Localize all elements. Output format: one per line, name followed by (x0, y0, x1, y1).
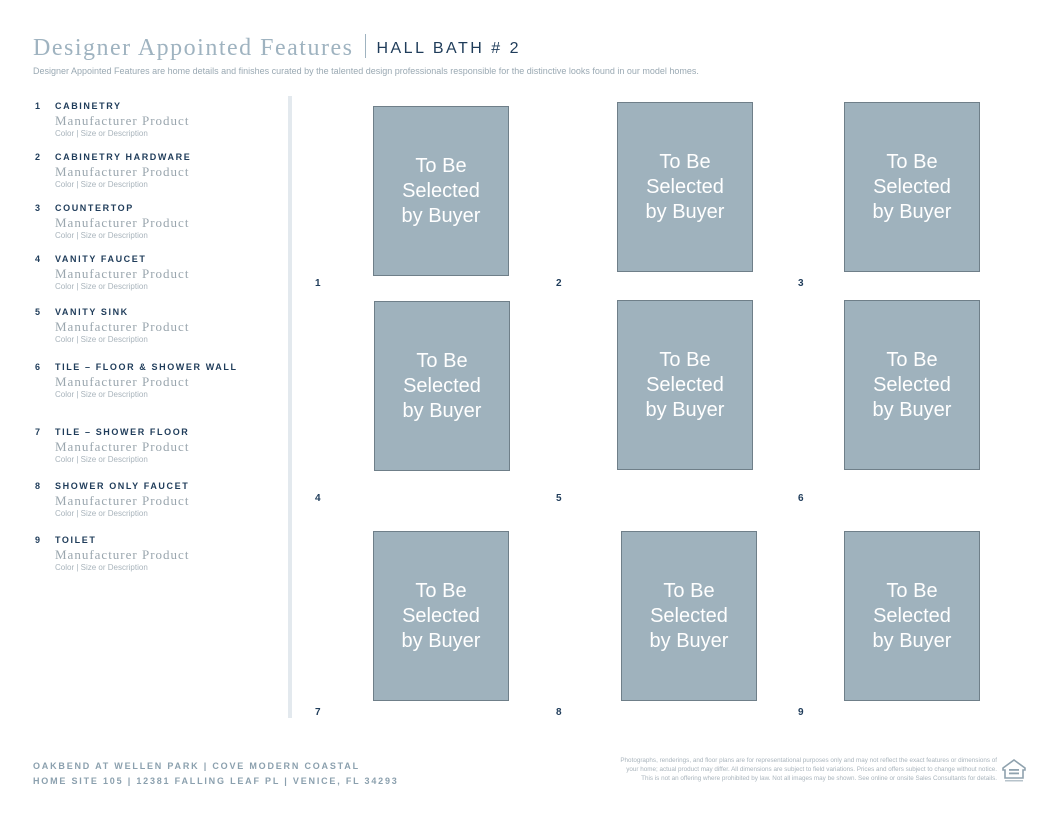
selection-tile: To Be Selected by Buyer (373, 531, 509, 701)
item-product: Manufacturer Product (55, 374, 190, 389)
feature-item (35, 362, 238, 400)
equal-housing-icon (1001, 757, 1027, 783)
feature-item (35, 427, 189, 465)
feature-item (35, 254, 189, 292)
selection-tile: To Be Selected by Buyer (844, 300, 980, 470)
item-category: TILE – FLOOR & SHOWER WALL (55, 362, 238, 372)
feature-item (35, 535, 189, 573)
vertical-divider (288, 96, 292, 718)
item-number: 8 (35, 481, 42, 491)
item-number: 2 (35, 152, 42, 162)
disclaimer: Photographs, renderings, and floor plans are for representational purposes only and may not reflect the exact features or dimensions of your home; actual product may differ. All dimensions are subject to field variations. Prices and offers subject to change without notice. This is not an offering where prohibited by law. Not all images may be shown. See online or onsite Sales Consultants for details. (620, 757, 997, 782)
item-product: Manufacturer Product (55, 266, 190, 281)
feature-item (35, 481, 189, 519)
feature-item (35, 101, 189, 139)
title-divider (365, 34, 366, 58)
page-title: Designer Appointed Features (33, 35, 354, 61)
item-description: Color | Size or Description (55, 231, 148, 240)
item-product: Manufacturer Product (55, 439, 190, 454)
item-number: 1 (35, 101, 42, 111)
item-description: Color | Size or Description (55, 455, 148, 464)
selection-tile: To Be Selected by Buyer (844, 531, 980, 701)
tile-number: 8 (556, 707, 562, 718)
item-product: Manufacturer Product (55, 319, 190, 334)
item-product: Manufacturer Product (55, 493, 190, 508)
item-number: 9 (35, 535, 42, 545)
item-product: Manufacturer Product (55, 164, 190, 179)
item-category: CABINETRY (55, 101, 122, 111)
item-description: Color | Size or Description (55, 129, 148, 138)
item-description: Color | Size or Description (55, 563, 148, 572)
community-name: OAKBEND AT WELLEN PARK | COVE MODERN COASTAL (33, 761, 360, 771)
selection-tile: To Be Selected by Buyer (617, 300, 753, 470)
item-description: Color | Size or Description (55, 180, 148, 189)
item-category: COUNTERTOP (55, 203, 134, 213)
item-description: Color | Size or Description (55, 335, 148, 344)
item-category: TILE – SHOWER FLOOR (55, 427, 190, 437)
tile-number: 1 (315, 278, 321, 289)
room-name: HALL BATH # 2 (376, 40, 521, 57)
tile-number: 7 (315, 707, 321, 718)
footer-address-block (33, 759, 399, 789)
item-description: Color | Size or Description (55, 390, 148, 399)
item-category: VANITY SINK (55, 307, 129, 317)
tile-number: 5 (556, 493, 562, 504)
feature-item (35, 307, 189, 345)
item-category: CABINETRY HARDWARE (55, 152, 192, 162)
feature-item (35, 152, 191, 190)
tile-number: 3 (798, 278, 804, 289)
item-description: Color | Size or Description (55, 509, 148, 518)
item-product: Manufacturer Product (55, 113, 190, 128)
item-number: 4 (35, 254, 42, 264)
selection-tile: To Be Selected by Buyer (373, 106, 509, 276)
page-subtitle: Designer Appointed Features are home details and finishes curated by the talented design professionals responsible for the distinctive looks found in our model homes. (33, 66, 699, 76)
item-category: VANITY FAUCET (55, 254, 147, 264)
item-number: 7 (35, 427, 42, 437)
item-product: Manufacturer Product (55, 215, 190, 230)
feature-item (35, 203, 189, 241)
item-description: Color | Size or Description (55, 282, 148, 291)
tile-number: 6 (798, 493, 804, 504)
tile-number: 9 (798, 707, 804, 718)
selection-tile: To Be Selected by Buyer (374, 301, 510, 471)
selection-tile: To Be Selected by Buyer (617, 102, 753, 272)
item-number: 5 (35, 307, 42, 317)
tile-number: 4 (315, 493, 321, 504)
item-number: 3 (35, 203, 42, 213)
home-site-address: HOME SITE 105 | 12381 FALLING LEAF PL | VENICE, FL 34293 (33, 776, 399, 786)
tile-number: 2 (556, 278, 562, 289)
selection-tile: To Be Selected by Buyer (844, 102, 980, 272)
selection-tile: To Be Selected by Buyer (621, 531, 757, 701)
item-product: Manufacturer Product (55, 547, 190, 562)
item-number: 6 (35, 362, 42, 372)
page-header (33, 34, 521, 62)
item-category: TOILET (55, 535, 97, 545)
item-category: SHOWER ONLY FAUCET (55, 481, 190, 491)
